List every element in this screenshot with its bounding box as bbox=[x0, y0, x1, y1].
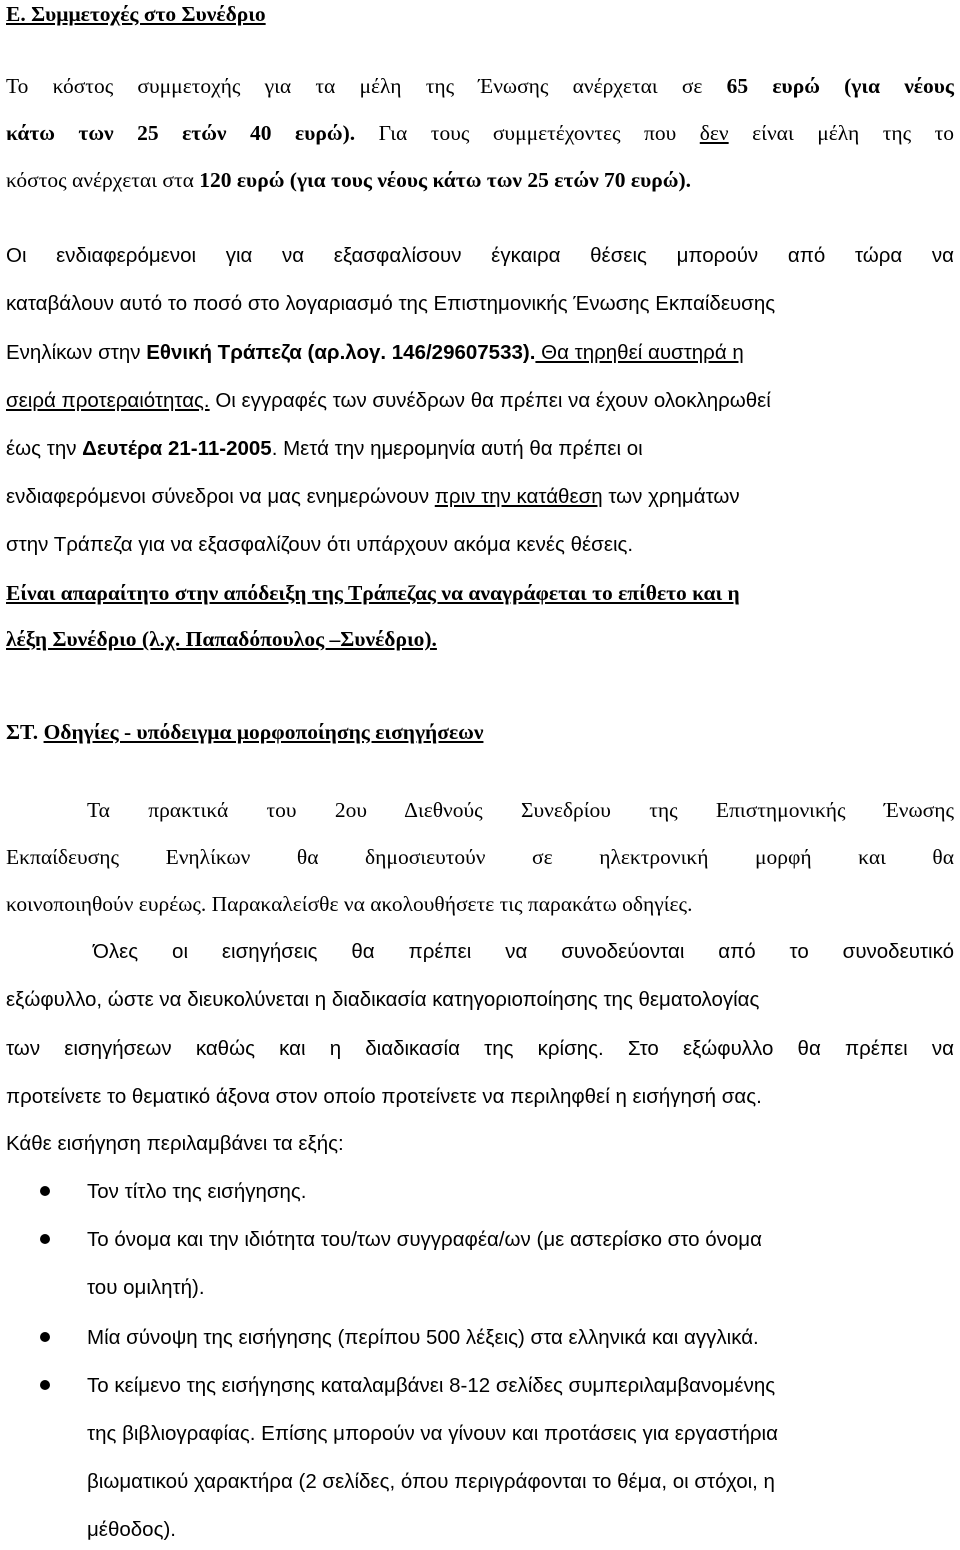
proceedings-paragraph-line-1: Τα πρακτικά του 2ου Διεθνούς Συνεδρίου της Επιστημονικής Ένωσης bbox=[87, 798, 954, 822]
list-item: Το κείμενο της εισήγησης καταλαμβάνει 8-12 σελίδες συμπεριλαμβανομένης bbox=[87, 1374, 776, 1397]
bullet-icon bbox=[40, 1380, 50, 1390]
cost-paragraph-line-3: κόστος ανέρχεται στα 120 ευρώ (για τους νέους κάτω των 25 ετών 70 ευρώ). bbox=[6, 168, 692, 192]
proceedings-paragraph-line-3: κοινοποιηθούν ευρέως. Παρακαλείσθε να ακολουθήσετε τις παρακάτω οδηγίες. bbox=[6, 892, 693, 916]
list-item: Τον τίτλο της εισήγησης. bbox=[87, 1180, 307, 1203]
payment-paragraph-line-7: στην Τράπεζα για να εξασφαλίζουν ότι υπάρχουν ακόμα κενές θέσεις. bbox=[6, 533, 634, 556]
bullet-icon bbox=[40, 1186, 50, 1196]
bullet-icon bbox=[40, 1332, 50, 1342]
list-item-continuation: του ομιλητή). bbox=[87, 1276, 205, 1299]
deadline-date: Δευτέρα 21-11-2005 bbox=[82, 437, 272, 460]
bullet-icon bbox=[40, 1234, 50, 1244]
section-e-heading: Ε. Συμμετοχές στο Συνέδριο bbox=[6, 2, 266, 26]
cost-paragraph-line-1: Το κόστος συμμετοχής για τα μέλη της Ένωσης ανέρχεται σε 65 ευρώ (για νέους bbox=[6, 74, 954, 98]
payment-paragraph-line-8: Είναι απαραίτητο στην απόδειξη της Τράπεζας να αναγράφεται το επίθετο και η bbox=[6, 581, 740, 605]
cost-paragraph-line-2: κάτω των 25 ετών 40 ευρώ). Για τους συμμετέχοντες που δεν είναι μέλη της το bbox=[6, 121, 954, 145]
cover-paragraph-line-1: Όλες οι εισηγήσεις θα πρέπει να συνοδεύονται από το συνοδευτικό bbox=[93, 940, 954, 963]
payment-paragraph-line-1: Οι ενδιαφερόμενοι για να εξασφαλίσουν έγκαιρα θέσεις μπορούν από τώρα να bbox=[6, 244, 954, 267]
payment-paragraph-line-4: σειρά προτεραιότητας. Οι εγγραφές των συνέδρων θα πρέπει να έχουν ολοκληρωθεί bbox=[6, 389, 771, 412]
section-st-heading: ΣΤ. Οδηγίες - υπόδειγμα μορφοποίησης εισηγήσεων bbox=[6, 720, 484, 744]
list-item: Το όνομα και την ιδιότητα του/των συγγραφέα/ων (με αστερίσκο στο όνομα bbox=[87, 1228, 762, 1251]
cover-paragraph-line-3: των εισηγήσεων καθώς και η διαδικασία της κρίσης. Στο εξώφυλλο θα πρέπει να bbox=[6, 1037, 954, 1060]
list-item-continuation: βιωματικού χαρακτήρα (2 σελίδες, όπου περιγράφονται το θέμα, οι στόχοι, η bbox=[87, 1470, 775, 1493]
payment-paragraph-line-3: Ενηλίκων στην Εθνική Τράπεζα (αρ.λογ. 146/29607533). Θα τηρηθεί αυστηρά η bbox=[6, 341, 744, 364]
list-item-continuation: μέθοδος). bbox=[87, 1518, 176, 1541]
payment-paragraph-line-9: λέξη Συνέδριο (λ.χ. Παπαδόπουλος –Συνέδριο). bbox=[6, 627, 437, 651]
list-item-continuation: της βιβλιογραφίας. Επίσης μπορούν να γίνουν και προτάσεις για εργαστήρια bbox=[87, 1422, 778, 1445]
payment-paragraph-line-2: καταβάλουν αυτό το ποσό στο λογαριασμό της Επιστημονικής Ένωσης Εκπαίδευσης bbox=[6, 292, 776, 315]
bank-account: Εθνική Τράπεζα (αρ.λογ. 146/29607533). bbox=[146, 341, 536, 364]
payment-paragraph-line-6: ενδιαφερόμενοι σύνεδροι να μας ενημερώνουν πριν την κατάθεση των χρημάτων bbox=[6, 485, 740, 508]
list-item: Μία σύνοψη της εισήγησης (περίπου 500 λέξεις) στα ελληνικά και αγγλικά. bbox=[87, 1326, 759, 1349]
proceedings-paragraph-line-2: Εκπαίδευσης Ενηλίκων θα δημοσιευτούν σε ηλεκτρονική μορφή και θα bbox=[6, 845, 954, 869]
payment-paragraph-line-5: έως την Δευτέρα 21-11-2005. Μετά την ημερομηνία αυτή θα πρέπει οι bbox=[6, 437, 643, 460]
cover-paragraph-line-4: προτείνετε το θεματικό άξονα στον οποίο προτείνετε να περιληφθεί η εισήγησή σας. bbox=[6, 1085, 762, 1108]
cover-paragraph-line-5: Κάθε εισήγηση περιλαμβάνει τα εξής: bbox=[6, 1132, 344, 1155]
cover-paragraph-line-2: εξώφυλλο, ώστε να διευκολύνεται η διαδικασία κατηγοριοποίησης της θεματολογίας bbox=[6, 988, 760, 1011]
